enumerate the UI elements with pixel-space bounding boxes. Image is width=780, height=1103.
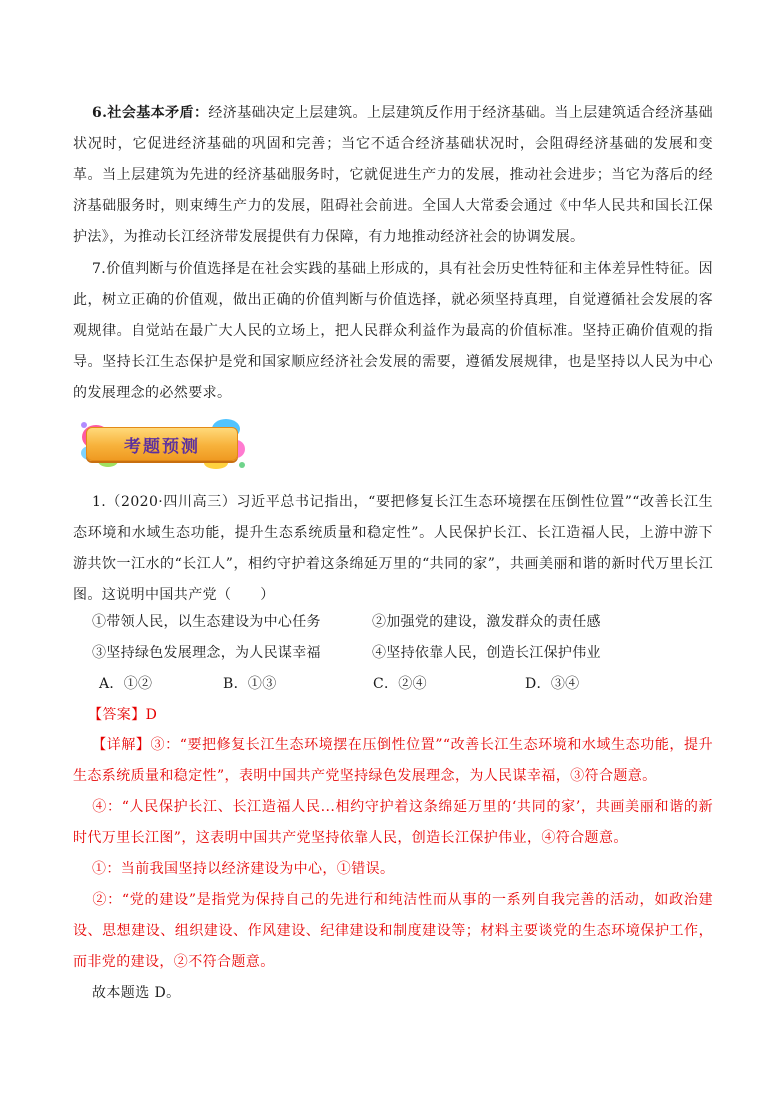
choice-c: C．②④ bbox=[373, 676, 427, 692]
exam-prediction-banner bbox=[76, 415, 246, 471]
question-stem bbox=[73, 487, 713, 611]
section-6-heading: 6.社会基本矛盾： bbox=[92, 105, 209, 121]
explanation-paragraph-1: 【详解】③：“要把修复长江生态环境摆在压倒性位置”“改善长江生态环境和水域生态功能，提升生态系统质量和稳定性”，表明中国共产党坚持绿色发展理念，为人民谋幸福，③符合题意。 bbox=[73, 737, 713, 784]
banner-title: 考题预测 bbox=[86, 427, 238, 461]
statement-item: ④坚持依靠人民，创造长江保护伟业 bbox=[372, 645, 601, 661]
conclusion: 故本题选 D。 bbox=[92, 985, 181, 1001]
section-6-paragraph bbox=[73, 98, 713, 253]
answer-label: 【答案】D bbox=[88, 707, 158, 723]
section-7-paragraph bbox=[73, 254, 713, 409]
explanation-paragraph-4: ②：“党的建设”是指党为保持自己的先进行和纯洁性而从事的一系列自我完善的活动，如政治建设、思想建设、组织建设、作风建设、纪律建设和制度建设等；材料主要谈党的生态环境保护工作，而非党的建设，②不符合题意。 bbox=[73, 892, 713, 970]
choice-b: B．①③ bbox=[223, 676, 277, 692]
section-6-body: 经济基础决定上层建筑。上层建筑反作用于经济基础。当上层建筑适合经济基础状况时，它促进经济基础的巩固和完善；当它不适合经济基础状况时，会阻碍经济基础的发展和变革。当上层建筑为先进的经济基础服务时，它就促进生产力的发展，推动社会进步；当它为落后的经济基础服务时，则束缚生产力的发展，阻碍社会前进。全国人大常委会通过《中华人民共和国长江保护法》，为推动长江经济带发展提供有力保障，有力地推动经济社会的协调发展。 bbox=[73, 105, 714, 245]
statement-item: ②加强党的建设，激发群众的责任感 bbox=[372, 614, 601, 630]
section-7-body: 7.价值判断与价值选择是在社会实践的基础上形成的，具有社会历史性特征和主体差异性特征。因此，树立正确的价值观，做出正确的价值判断与价值选择，就必须坚持真理，自觉遵循社会发展的客观规律。自觉站在最广大人民的立场上，把人民群众利益作为最高的价值标准。坚持正确价值观的指导。坚持长江生态保护是党和国家顺应经济社会发展的需要，遵循发展规律，也是坚持以人民为中心的发展理念的必然要求。 bbox=[73, 261, 713, 401]
choice-d: D．③④ bbox=[525, 676, 580, 692]
explanation-paragraph-3: ①：当前我国坚持以经济建设为中心，①错误。 bbox=[92, 861, 395, 877]
question-stem-text: 1.（2020·四川高三）习近平总书记指出，“要把修复长江生态环境摆在压倒性位置”“改善长江生态环境和水域生态功能，提升生态系统质量和稳定性”。人民保护长江、长江造福人民，上游中游下游共饮一江水的“长江人”，相约守护着这条绵延万里的“共同的家”，共画美丽和谐的新时代万里长江图。这说明中国共产党（ ） bbox=[73, 494, 713, 603]
choice-a: A．①② bbox=[99, 676, 153, 692]
statement-item: ①带领人民，以生态建设为中心任务 bbox=[92, 614, 321, 630]
explanation-label: 【详解】 bbox=[92, 737, 151, 753]
statement-item: ③坚持绿色发展理念，为人民谋幸福 bbox=[92, 645, 321, 661]
explanation-paragraph-2: ④：“人民保护长江、长江造福人民...相约守护着这条绵延万里的‘共同的家’，共画美丽和谐的新时代万里长江图”，这表明中国共产党坚持依靠人民，创造长江保护伟业，④符合题意。 bbox=[73, 799, 713, 846]
